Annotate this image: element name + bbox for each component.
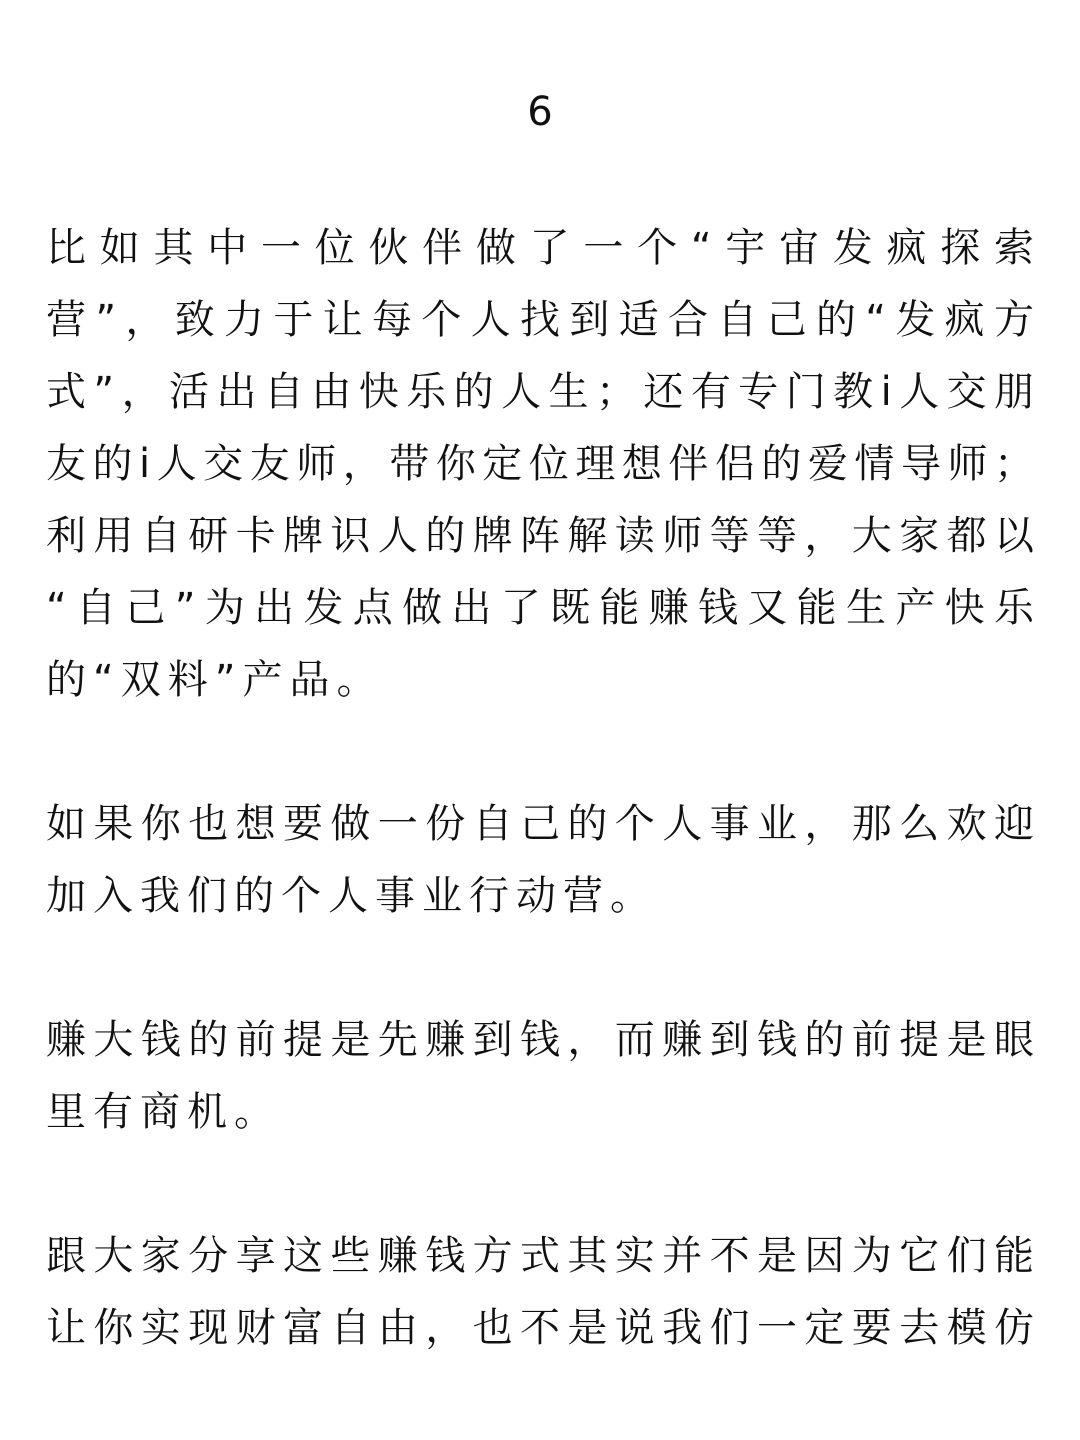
page-number: 6 xyxy=(527,89,553,135)
text-line: “自己”为出发点做出了既能赚钱又能生产快乐 xyxy=(46,585,1036,631)
paragraph-gap xyxy=(46,1148,1036,1220)
paragraph-gap xyxy=(46,716,1036,788)
text-line: 赚大钱的前提是先赚到钱，而赚到钱的前提是眼 xyxy=(46,1017,1036,1063)
paragraph-partner-examples xyxy=(46,212,1036,716)
article-body xyxy=(46,212,1036,1364)
text-line: 比如其中一位伙伴做了一个“宇宙发疯探索 xyxy=(46,225,1036,271)
paragraph-invitation xyxy=(46,788,1036,932)
text-line: 如果你也想要做一份自己的个人事业，那么欢迎 xyxy=(46,801,1036,847)
paragraph-sharing xyxy=(46,1220,1036,1364)
text-line: 利用自研卡牌识人的牌阵解读师等等，大家都以 xyxy=(46,513,1036,559)
text-line: 跟大家分享这些赚钱方式其实并不是因为它们能 xyxy=(46,1233,1036,1279)
text-line: 友的i人交友师，带你定位理想伴侣的爱情导师； xyxy=(46,441,1036,487)
text-line: 式”，活出自由快乐的人生；还有专门教i人交朋 xyxy=(46,369,1036,415)
paragraph-gap xyxy=(46,932,1036,1004)
text-line: 营”，致力于让每个人找到适合自己的“发疯方 xyxy=(46,297,1036,343)
text-line: 里有商机。 xyxy=(46,1089,281,1135)
paragraph-opportunity xyxy=(46,1004,1036,1148)
text-line: 的“双料”产品。 xyxy=(46,657,384,703)
text-line: 加入我们的个人事业行动营。 xyxy=(46,873,657,919)
text-line: 让你实现财富自由，也不是说我们一定要去模仿 xyxy=(46,1305,1036,1351)
